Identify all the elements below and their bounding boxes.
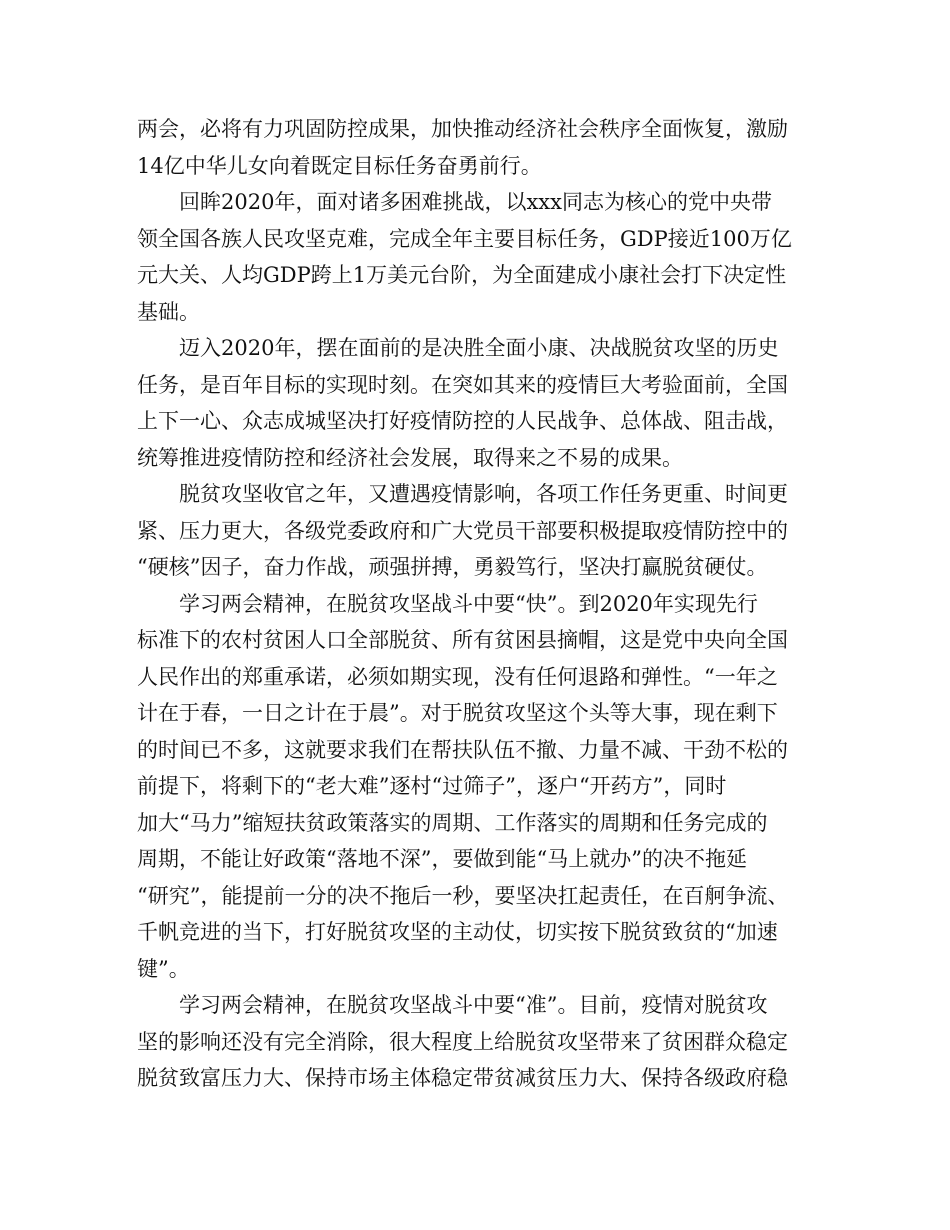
paragraph bbox=[137, 111, 821, 184]
text-line: 脱贫攻坚收官之年，又遭遇疫情影响，各项工作任务更重、时间更 bbox=[179, 482, 788, 506]
text-line: 周期，不能让好政策“落地不深”，要做到能“马上就办”的决不拖延 bbox=[137, 847, 747, 871]
text-line: 标准下的农村贫困人口全部脱贫、所有贫困县摘帽，这是党中央向全国 bbox=[137, 628, 788, 652]
text-line: 两会，必将有力巩固防控成果，加快推动经济社会秩序全面恢复，激励 bbox=[137, 117, 788, 141]
document-body bbox=[137, 111, 821, 1097]
text-line: 回眸2020年，面对诸多困难挑战，以xxx同志为核心的党中央带 bbox=[179, 190, 772, 214]
text-line: 14亿中华儿女向着既定目标任务奋勇前行。 bbox=[137, 153, 542, 178]
text-line: 坚的影响还没有完全消除，很大程度上给脱贫攻坚带来了贫困群众稳定 bbox=[137, 1029, 788, 1054]
text-line: 学习两会精神，在脱贫攻坚战斗中要“准”。目前，疫情对脱贫攻 bbox=[179, 993, 768, 1017]
paragraph bbox=[137, 184, 821, 330]
text-line: 任务，是百年目标的实现时刻。在突如其来的疫情巨大考验面前，全国 bbox=[137, 372, 788, 397]
text-line: 基础。 bbox=[137, 299, 200, 324]
text-line: “硬核”因子，奋力作战，顽强拼搏，勇毅笃行，坚决打赢脱贫硬仗。 bbox=[137, 555, 768, 579]
text-line: “研究”，能提前一分的决不拖后一秒，要坚决扛起责任，在百舸争流、 bbox=[137, 883, 789, 908]
paragraph bbox=[137, 987, 821, 1097]
text-line: 脱贫致富压力大、保持市场主体稳定带贫减贫压力大、保持各级政府稳 bbox=[137, 1066, 788, 1090]
text-line: 迈入2020年，摆在面前的是决胜全面小康、决战脱贫攻坚的历史 bbox=[179, 336, 779, 360]
text-line: 人民作出的郑重承诺，必须如期实现，没有任何退路和弹性。“一年之 bbox=[137, 664, 778, 689]
text-line: 统筹推进疫情防控和经济社会发展，取得来之不易的成果。 bbox=[137, 445, 683, 470]
paragraph bbox=[137, 476, 821, 586]
text-line: 上下一心、众志成城坚决打好疫情防控的人民战争、总体战、阻击战， bbox=[137, 409, 788, 433]
text-line: 元大关、人均GDP跨上1万美元台阶，为全面建成小康社会打下决定性 bbox=[137, 263, 787, 287]
text-line: 领全国各族人民攻坚克难，完成全年主要目标任务，GDP接近100万亿 bbox=[137, 226, 792, 251]
text-line: 前提下，将剩下的“老大难”逐村“过筛子”，逐户“开药方”，同时 bbox=[137, 774, 727, 798]
text-line: 紧、压力更大，各级党委政府和广大党员干部要积极提取疫情防控中的 bbox=[137, 518, 788, 543]
paragraph bbox=[137, 330, 821, 476]
text-line: 千帆竞进的当下，打好脱贫攻坚的主动仗，切实按下脱贫致贫的“加速 bbox=[137, 920, 778, 944]
paragraph bbox=[137, 586, 821, 988]
text-line: 学习两会精神，在脱贫攻坚战斗中要“快”。到2020年实现先行 bbox=[179, 591, 758, 616]
text-line: 键”。 bbox=[137, 956, 190, 981]
text-line: 的时间已不多，这就要求我们在帮扶队伍不撤、力量不减、干劲不松的 bbox=[137, 737, 788, 762]
text-line: 加大“马力”缩短扶贫政策落实的周期、工作落实的周期和任务完成的 bbox=[137, 810, 768, 835]
text-line: 计在于春，一日之计在于晨”。对于脱贫攻坚这个头等大事，现在剩下 bbox=[137, 701, 778, 725]
